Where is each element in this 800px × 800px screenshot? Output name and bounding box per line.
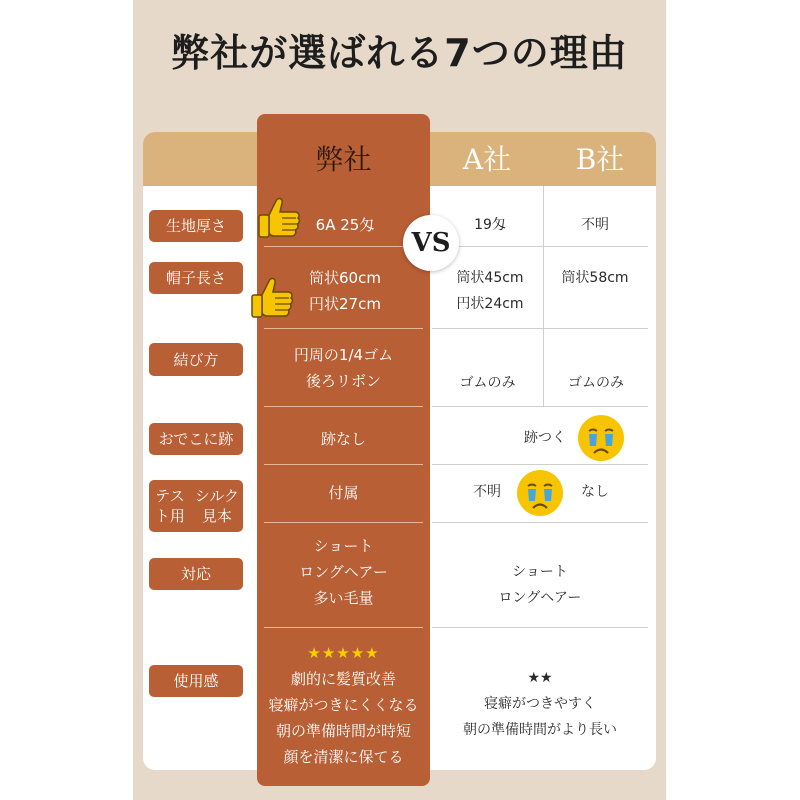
ours-feel [257,638,430,772]
ours-mark-text: 跡なし [320,430,366,448]
ours-tie-line1: 円周の1/4ゴム [293,346,394,364]
others-hair-line1: ショート [512,564,568,580]
row-divider [432,328,648,329]
ours-sample-text: 付属 [328,484,359,502]
ours-fabric [290,205,400,245]
a-sample [462,478,512,506]
ours-tie [257,342,430,394]
others-hair [432,558,648,612]
row-label-tie: 結び方 [149,343,243,376]
ours-length-line1: 筒状60cm [309,269,381,287]
row-label-fabric: 生地厚さ [149,210,243,242]
others-feel-line1: 寝癖がつきやすく [484,696,596,712]
ours-hair-line1: ショート [313,537,374,555]
others-feel-line2: 朝の準備時間がより長い [463,722,617,738]
b-length [545,265,645,291]
b-sample [575,478,615,506]
row-label-mark: おでこに跡 [149,423,243,455]
ours-length-line2: 円状27cm [309,295,381,313]
column-header-ours: 弊社 [315,143,372,176]
row-divider [432,246,648,247]
thumbs-up-icon [252,192,304,244]
crying-face-icon [576,413,626,463]
ours-feel-line2: 寝癖がつきにくくなる [268,696,419,714]
others-mark-text: 跡つく [524,430,566,446]
row-divider [432,522,648,523]
ours-feel-line1: 劇的に髪質改善 [290,670,396,688]
row-divider [264,246,423,247]
a-length-line2: 円状24cm [456,296,524,312]
others-rating-stars: ★★ [527,670,553,686]
a-tie [432,370,543,396]
others-mark [505,424,585,452]
vs-badge: VS [403,215,459,271]
ours-tie-line2: 後ろリボン [305,372,381,390]
row-label-sample-line1: テスト用 [154,487,185,525]
ours-fabric-text: 6A 25匁 [315,216,375,234]
row-label-sample-line2: シルク見本 [194,487,240,525]
row-divider [264,522,423,523]
row-divider [432,406,648,407]
ours-hair-line3: 多い毛量 [313,589,374,607]
b-sample-text: なし [581,484,609,500]
a-length-line1: 筒状45cm [456,270,524,286]
ours-feel-line4: 顔を清潔に保てる [283,748,404,766]
a-sample-text: 不明 [473,484,501,500]
b-tie-text: ゴムのみ [568,375,624,391]
ours-rating-stars: ★★★★★ [307,644,380,662]
a-fabric-text: 19匁 [474,217,506,233]
column-header-a: A社 [462,143,512,176]
ours-sample [257,478,430,508]
row-divider [264,464,423,465]
thumbs-up-icon [245,272,297,324]
ours-mark [257,422,430,456]
b-tie [544,370,648,396]
row-label-hair: 対応 [149,558,243,590]
row-divider [264,406,423,407]
column-header-b: B社 [575,143,625,176]
ours-hair [257,532,430,612]
page-title: 弊社が選ばれる7つの理由 [171,31,628,75]
row-divider [264,627,423,628]
crying-face-icon [515,468,565,518]
row-label-sample [149,480,243,532]
ours-feel-line3: 朝の準備時間が時短 [275,722,411,740]
b-fabric-text: 不明 [581,217,609,233]
row-divider [432,627,648,628]
others-hair-line2: ロングヘアー [498,590,582,606]
row-label-feel: 使用感 [149,665,243,697]
others-feel [432,664,648,744]
ours-hair-line2: ロングヘアー [299,563,388,581]
ours-length [290,265,400,317]
b-length-text: 筒状58cm [561,270,629,286]
b-fabric [545,205,645,245]
row-divider [264,328,423,329]
a-length [440,265,540,317]
row-label-length: 帽子長さ [149,262,243,294]
row-divider [432,464,648,465]
a-tie-text: ゴムのみ [459,375,516,391]
